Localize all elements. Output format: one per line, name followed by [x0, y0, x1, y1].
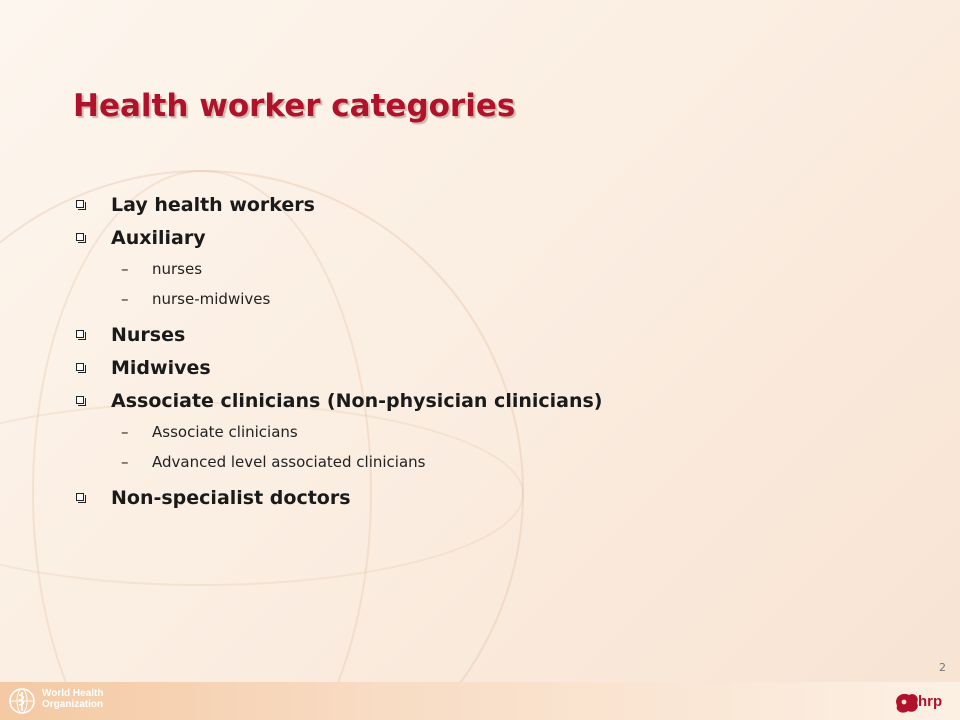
bullet-item: [76, 320, 936, 353]
sub-bullet-item: [76, 449, 936, 479]
bullet-text: Nurses: [111, 324, 186, 346]
dash-marker: –: [121, 260, 129, 278]
bullet-text: Lay health workers: [111, 194, 315, 216]
bullet-list: [76, 190, 936, 516]
who-logo-text: World Health Organization: [42, 688, 104, 710]
sub-bullet-item: [76, 256, 936, 286]
bullet-text: Non-specialist doctors: [111, 487, 351, 509]
sub-bullet-item: [76, 286, 936, 316]
checkbox-bullet-icon: [76, 363, 84, 371]
checkbox-bullet-icon: [76, 330, 84, 338]
bullet-item: [76, 353, 936, 386]
hrp-logo: [892, 690, 948, 716]
sub-bullet-text: Advanced level associated clinicians: [152, 453, 426, 471]
checkbox-bullet-icon: [76, 200, 84, 208]
hrp-logo-text: hrp: [918, 693, 943, 710]
dash-marker: –: [121, 290, 129, 308]
dash-marker: –: [121, 453, 129, 471]
bullet-text: Associate clinicians (Non-physician clinicians): [111, 390, 603, 412]
bullet-text: Auxiliary: [111, 227, 206, 249]
footer-band: [0, 682, 960, 720]
slide-title: Health worker categories: [73, 88, 516, 124]
sub-bullet-item: [76, 419, 936, 449]
checkbox-bullet-icon: [76, 396, 84, 404]
who-emblem-icon: [8, 687, 36, 715]
bullet-item: [76, 386, 936, 419]
sub-bullet-text: nurses: [152, 260, 203, 278]
dash-marker: –: [121, 423, 129, 441]
bullet-item: [76, 483, 936, 516]
checkbox-bullet-icon: [76, 493, 84, 501]
sub-bullet-text: nurse-midwives: [152, 290, 271, 308]
bullet-item: [76, 223, 936, 256]
sub-bullet-text: Associate clinicians: [152, 423, 298, 441]
checkbox-bullet-icon: [76, 233, 84, 241]
page-number: 2: [939, 661, 946, 674]
bullet-item: [76, 190, 936, 223]
bullet-text: Midwives: [111, 357, 211, 379]
